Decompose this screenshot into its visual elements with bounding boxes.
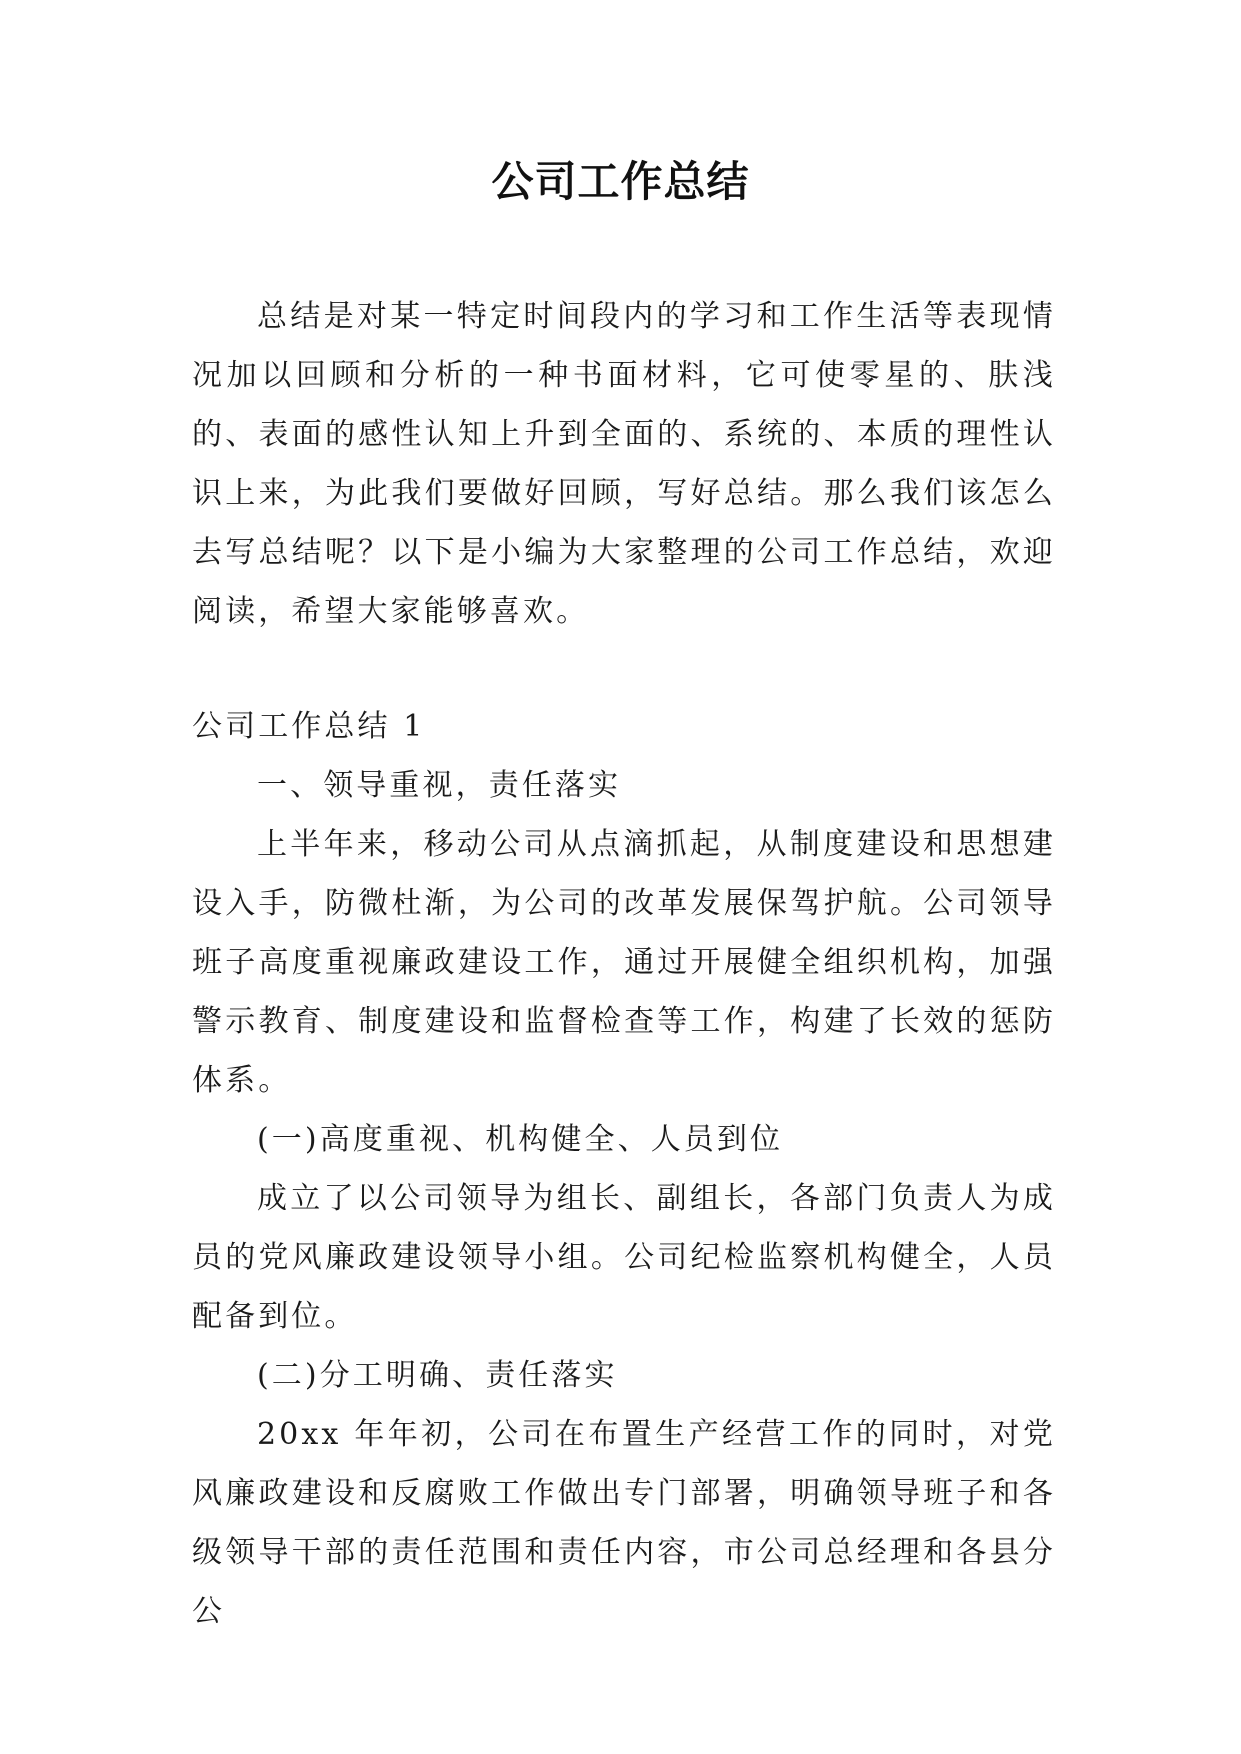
paragraph-first-half-year: 上半年来，移动公司从点滴抓起，从制度建设和思想建设入手，防微杜渐，为公司的改革发展保驾护航。公司领导班子高度重视廉政建设工作，通过开展健全组织机构，加强警示教育、制度建设和监督检查等工作，构建了长效的惩防体系。: [192, 827, 1056, 1098]
paragraph-spacer: [192, 641, 1056, 697]
document-title: 公司工作总结: [491, 157, 750, 206]
paragraph-leading-group: 成立了以公司领导为组长、副组长，各部门负责人为成员的党风廉政建设领导小组。公司纪检监察机构健全，人员配备到位。: [192, 1181, 1056, 1334]
heading-leadership: 一、领导重视，责任落实: [257, 768, 622, 803]
paragraph-year-start: 20xx 年年初，公司在布置生产经营工作的同时，对党风廉政建设和反腐败工作做出专门部署，明确领导班子和各级领导干部的责任范围和责任内容，市公司总经理和各县分公: [192, 1417, 1056, 1629]
intro-paragraph: 总结是对某一特定时间段内的学习和工作生活等表现情况加以回顾和分析的一种书面材料，它可使零星的、肤浅的、表面的感性认知上升到全面的、系统的、本质的理性认识上来，为此我们要做好回顾，写好总结。那么我们该怎么去写总结呢？以下是小编为大家整理的公司工作总结，欢迎阅读，希望大家能够喜欢。: [192, 299, 1056, 629]
subheading-division-of-labor: (二)分工明确、责任落实: [257, 1358, 618, 1393]
document-body: [192, 287, 1056, 1641]
section-heading: 公司工作总结 1: [192, 709, 426, 744]
subheading-organization: (一)高度重视、机构健全、人员到位: [257, 1122, 784, 1157]
